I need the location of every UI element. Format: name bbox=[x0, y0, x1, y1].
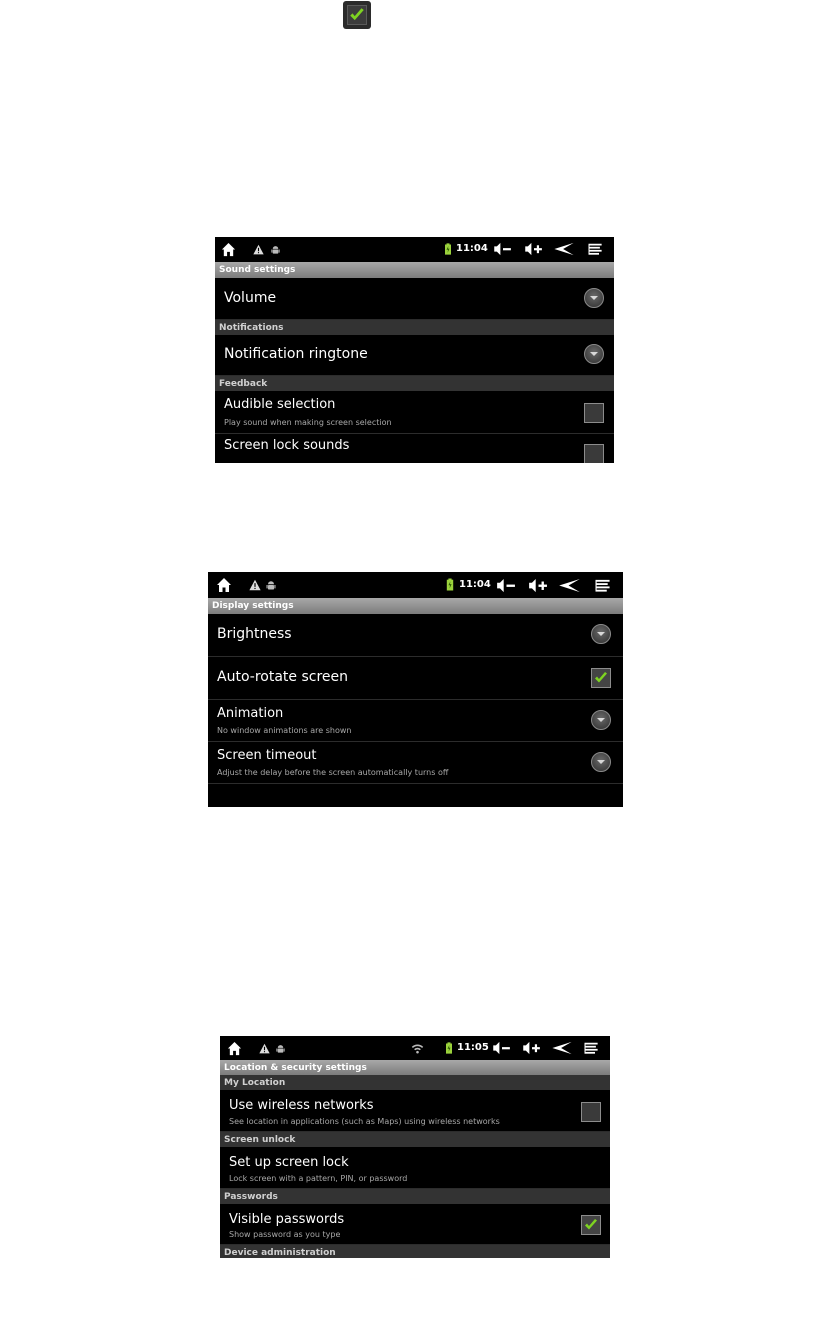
status-time: 11:04 bbox=[456, 243, 488, 254]
chevron-down-icon bbox=[584, 288, 604, 308]
animation-row[interactable] bbox=[208, 700, 623, 742]
category-passwords: Passwords bbox=[220, 1189, 610, 1204]
auto-rotate-checkbox[interactable] bbox=[591, 668, 611, 688]
top-checkbox-box bbox=[347, 5, 367, 25]
check-icon bbox=[348, 6, 366, 24]
set-up-screen-lock-summary: Lock screen with a pattern, PIN, or password bbox=[229, 1174, 408, 1183]
screen-timeout-row[interactable] bbox=[208, 742, 623, 784]
set-up-screen-lock-row[interactable] bbox=[220, 1147, 610, 1189]
warning-icon bbox=[253, 244, 264, 255]
menu-icon[interactable] bbox=[595, 578, 611, 593]
menu-icon[interactable] bbox=[588, 242, 603, 256]
wifi-icon bbox=[411, 1042, 424, 1055]
visible-passwords-label: Visible passwords bbox=[229, 1212, 345, 1227]
category-device-administration: Device administration bbox=[220, 1245, 610, 1258]
display-settings-screen bbox=[208, 572, 623, 807]
volume-row[interactable] bbox=[215, 278, 614, 320]
check-icon bbox=[593, 670, 609, 686]
status-bar bbox=[215, 237, 614, 262]
volume-up-icon[interactable] bbox=[522, 1041, 542, 1055]
visible-passwords-row[interactable] bbox=[220, 1204, 610, 1245]
page-title: Sound settings bbox=[215, 262, 614, 278]
volume-down-icon[interactable] bbox=[496, 578, 517, 593]
animation-label: Animation bbox=[217, 706, 284, 721]
volume-up-icon[interactable] bbox=[528, 578, 549, 593]
back-icon[interactable] bbox=[553, 242, 575, 256]
home-icon[interactable] bbox=[221, 242, 236, 257]
chevron-down-icon bbox=[591, 752, 611, 772]
top-checkbox[interactable] bbox=[343, 1, 371, 29]
chevron-down-icon bbox=[584, 344, 604, 364]
visible-passwords-summary: Show password as you type bbox=[229, 1230, 341, 1239]
warning-icon bbox=[259, 1043, 270, 1054]
page-title: Display settings bbox=[208, 598, 623, 614]
brightness-row[interactable] bbox=[208, 614, 623, 657]
use-wireless-networks-row[interactable] bbox=[220, 1090, 610, 1132]
home-icon[interactable] bbox=[227, 1041, 242, 1056]
volume-down-icon[interactable] bbox=[493, 242, 513, 256]
page-title: Location & security settings bbox=[220, 1060, 610, 1075]
menu-icon[interactable] bbox=[584, 1041, 599, 1055]
screen-timeout-summary: Adjust the delay before the screen automatically turns off bbox=[217, 768, 449, 777]
status-bar bbox=[220, 1036, 610, 1060]
warning-icon bbox=[249, 579, 261, 591]
screen-timeout-label: Screen timeout bbox=[217, 748, 317, 763]
auto-rotate-label: Auto-rotate screen bbox=[217, 669, 348, 685]
animation-summary: No window animations are shown bbox=[217, 726, 352, 735]
battery-icon bbox=[445, 1042, 453, 1054]
home-icon[interactable] bbox=[216, 577, 232, 593]
auto-rotate-row[interactable] bbox=[208, 657, 623, 700]
sound-settings-screen bbox=[215, 237, 614, 463]
brightness-label: Brightness bbox=[217, 626, 292, 642]
battery-icon bbox=[446, 578, 454, 591]
audible-selection-row[interactable] bbox=[215, 391, 614, 434]
status-time: 11:04 bbox=[459, 579, 491, 590]
use-wireless-networks-summary: See location in applications (such as Maps) using wireless networks bbox=[229, 1117, 500, 1126]
check-icon bbox=[583, 1217, 599, 1233]
chevron-down-icon bbox=[591, 710, 611, 730]
audible-selection-summary: Play sound when making screen selection bbox=[224, 418, 392, 427]
category-feedback: Feedback bbox=[215, 376, 614, 391]
back-icon[interactable] bbox=[551, 1041, 573, 1055]
set-up-screen-lock-label: Set up screen lock bbox=[229, 1155, 349, 1170]
back-icon[interactable] bbox=[558, 578, 581, 593]
status-time: 11:05 bbox=[457, 1042, 489, 1053]
ringtone-row[interactable] bbox=[215, 335, 614, 376]
volume-up-icon[interactable] bbox=[524, 242, 544, 256]
use-wireless-networks-checkbox[interactable] bbox=[581, 1102, 601, 1122]
android-debug-icon bbox=[265, 579, 277, 591]
category-notifications: Notifications bbox=[215, 320, 614, 335]
ringtone-label: Notification ringtone bbox=[224, 346, 368, 362]
category-screen-unlock: Screen unlock bbox=[220, 1132, 610, 1147]
security-settings-screen bbox=[220, 1036, 610, 1258]
use-wireless-networks-label: Use wireless networks bbox=[229, 1098, 374, 1113]
android-debug-icon bbox=[270, 244, 281, 255]
screen-lock-sounds-row[interactable] bbox=[215, 434, 614, 463]
screen-lock-sounds-label: Screen lock sounds bbox=[224, 438, 350, 453]
chevron-down-icon bbox=[591, 624, 611, 644]
status-bar bbox=[208, 572, 623, 598]
android-debug-icon bbox=[275, 1043, 286, 1054]
battery-icon bbox=[444, 243, 452, 255]
category-my-location: My Location bbox=[220, 1075, 610, 1090]
audible-selection-label: Audible selection bbox=[224, 397, 336, 412]
visible-passwords-checkbox[interactable] bbox=[581, 1215, 601, 1235]
audible-selection-checkbox[interactable] bbox=[584, 403, 604, 423]
volume-down-icon[interactable] bbox=[492, 1041, 512, 1055]
volume-label: Volume bbox=[224, 290, 277, 306]
screen-lock-sounds-checkbox[interactable] bbox=[584, 444, 604, 463]
